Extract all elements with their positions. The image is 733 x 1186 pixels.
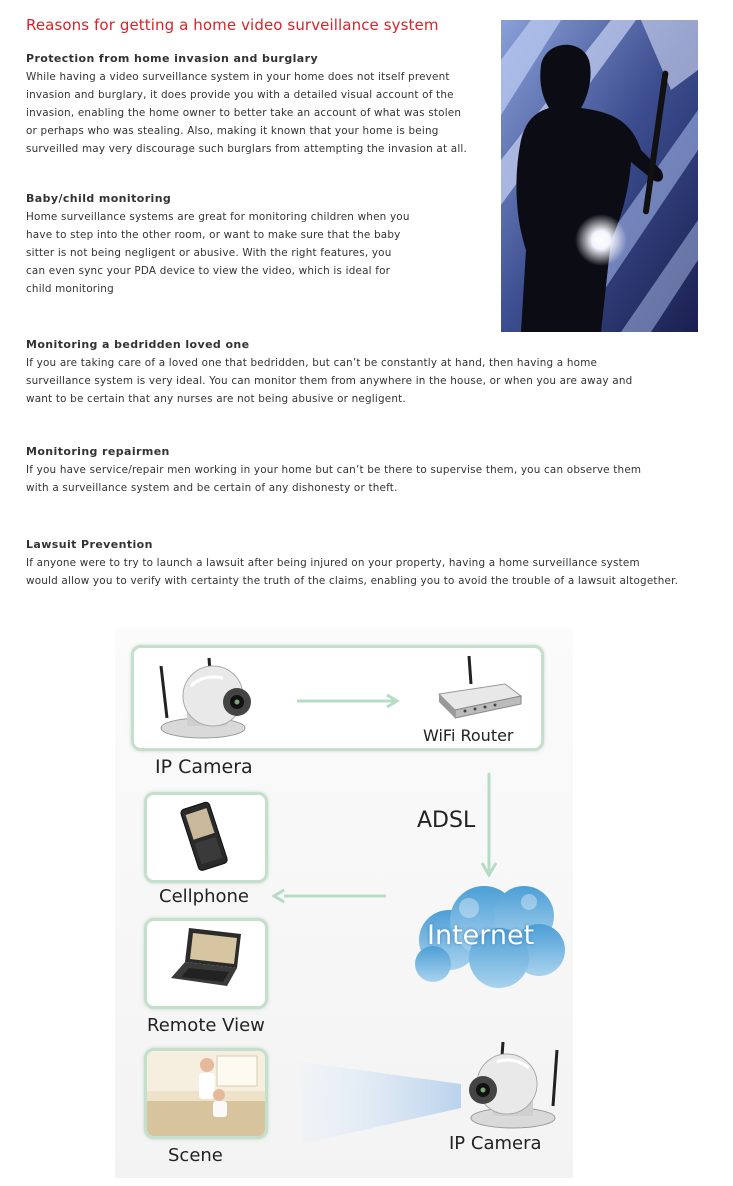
arrow-left-icon: [272, 888, 388, 904]
scene-box: [144, 1048, 268, 1139]
section-line: want to be certain that any nurses are not being abusive or negligent.: [26, 393, 406, 405]
arrow-right-icon: [295, 693, 405, 709]
page-title: Reasons for getting a home video surveillance system: [26, 16, 439, 34]
section-heading: Monitoring a bedridden loved one: [26, 338, 250, 351]
adsl-label: ADSL: [417, 808, 476, 833]
section-heading: Lawsuit Prevention: [26, 538, 153, 551]
section-line: If you have service/repair men working in your home but can’t be there to supervise them, you can observe them: [26, 464, 642, 476]
section-line: or perhaps who was stealing. Also, making it known that your home is being: [26, 125, 439, 137]
section-line: with a surveillance system and be certain of any dishonesty or theft.: [26, 482, 398, 494]
remote-view-label: Remote View: [147, 1015, 265, 1036]
section-line: While having a video surveillance system in your home does not itself prevent: [26, 71, 450, 83]
section-line: have to step into the other room, or want to make sure that the baby: [26, 229, 401, 241]
section-line: would allow you to verify with certainty the truth of the claims, enabling you to avoid the trouble of a lawsuit altogether.: [26, 575, 679, 587]
section-heading: Protection from home invasion and burglary: [26, 52, 319, 65]
network-diagram: [115, 628, 573, 1178]
scene-photo: [147, 1051, 265, 1136]
laptop-icon: [167, 924, 247, 994]
section-child-monitoring: [26, 190, 410, 298]
section-line: invasion, enabling the home owner to better take an account of what was stolen: [26, 107, 462, 119]
section-line: child monitoring: [26, 283, 114, 295]
section-heading: Baby/child monitoring: [26, 192, 172, 205]
camera-view-beam: [301, 1048, 461, 1148]
section-line: Home surveillance systems are great for monitoring children when you: [26, 211, 410, 223]
cellphone-icon: [175, 798, 235, 874]
section-line: sitter is not being negligent or abusive. With the right features, you: [26, 247, 392, 259]
burglar-photo: [501, 20, 698, 332]
section-line: surveilled may very discourage such burglars from attempting the invasion at all.: [26, 143, 467, 155]
internet-label: Internet: [427, 920, 535, 951]
wifi-router-label: WiFi Router: [423, 726, 514, 745]
section-line: surveillance system is very ideal. You can monitor them from anywhere in the house, or when you are away and: [26, 375, 633, 387]
section-heading: Monitoring repairmen: [26, 445, 170, 458]
arrow-down-icon: [479, 771, 499, 879]
section-line: can even sync your PDA device to view the video, which is ideal for: [26, 265, 391, 277]
section-burglary: [26, 50, 467, 158]
section-line: If anyone were to try to launch a lawsuit after being injured on your property, having a home surveillance system: [26, 557, 640, 569]
ip-camera-icon: [153, 656, 263, 746]
section-line: If you are taking care of a loved one that bedridden, but can’t be constantly at hand, then having a home: [26, 357, 598, 369]
scene-label: Scene: [168, 1145, 223, 1166]
section-line: invasion and burglary, it does provide you with a detailed visual account of the: [26, 89, 454, 101]
ip-camera-bottom-label: IP Camera: [449, 1133, 542, 1154]
section-lawsuit: [26, 536, 678, 590]
ip-camera-top-label: IP Camera: [155, 756, 253, 778]
cellphone-label: Cellphone: [159, 886, 249, 907]
section-bedridden: [26, 336, 632, 408]
section-repairmen: [26, 443, 641, 497]
wifi-router-icon: [435, 654, 525, 720]
ip-camera-bottom-icon: [457, 1040, 567, 1134]
